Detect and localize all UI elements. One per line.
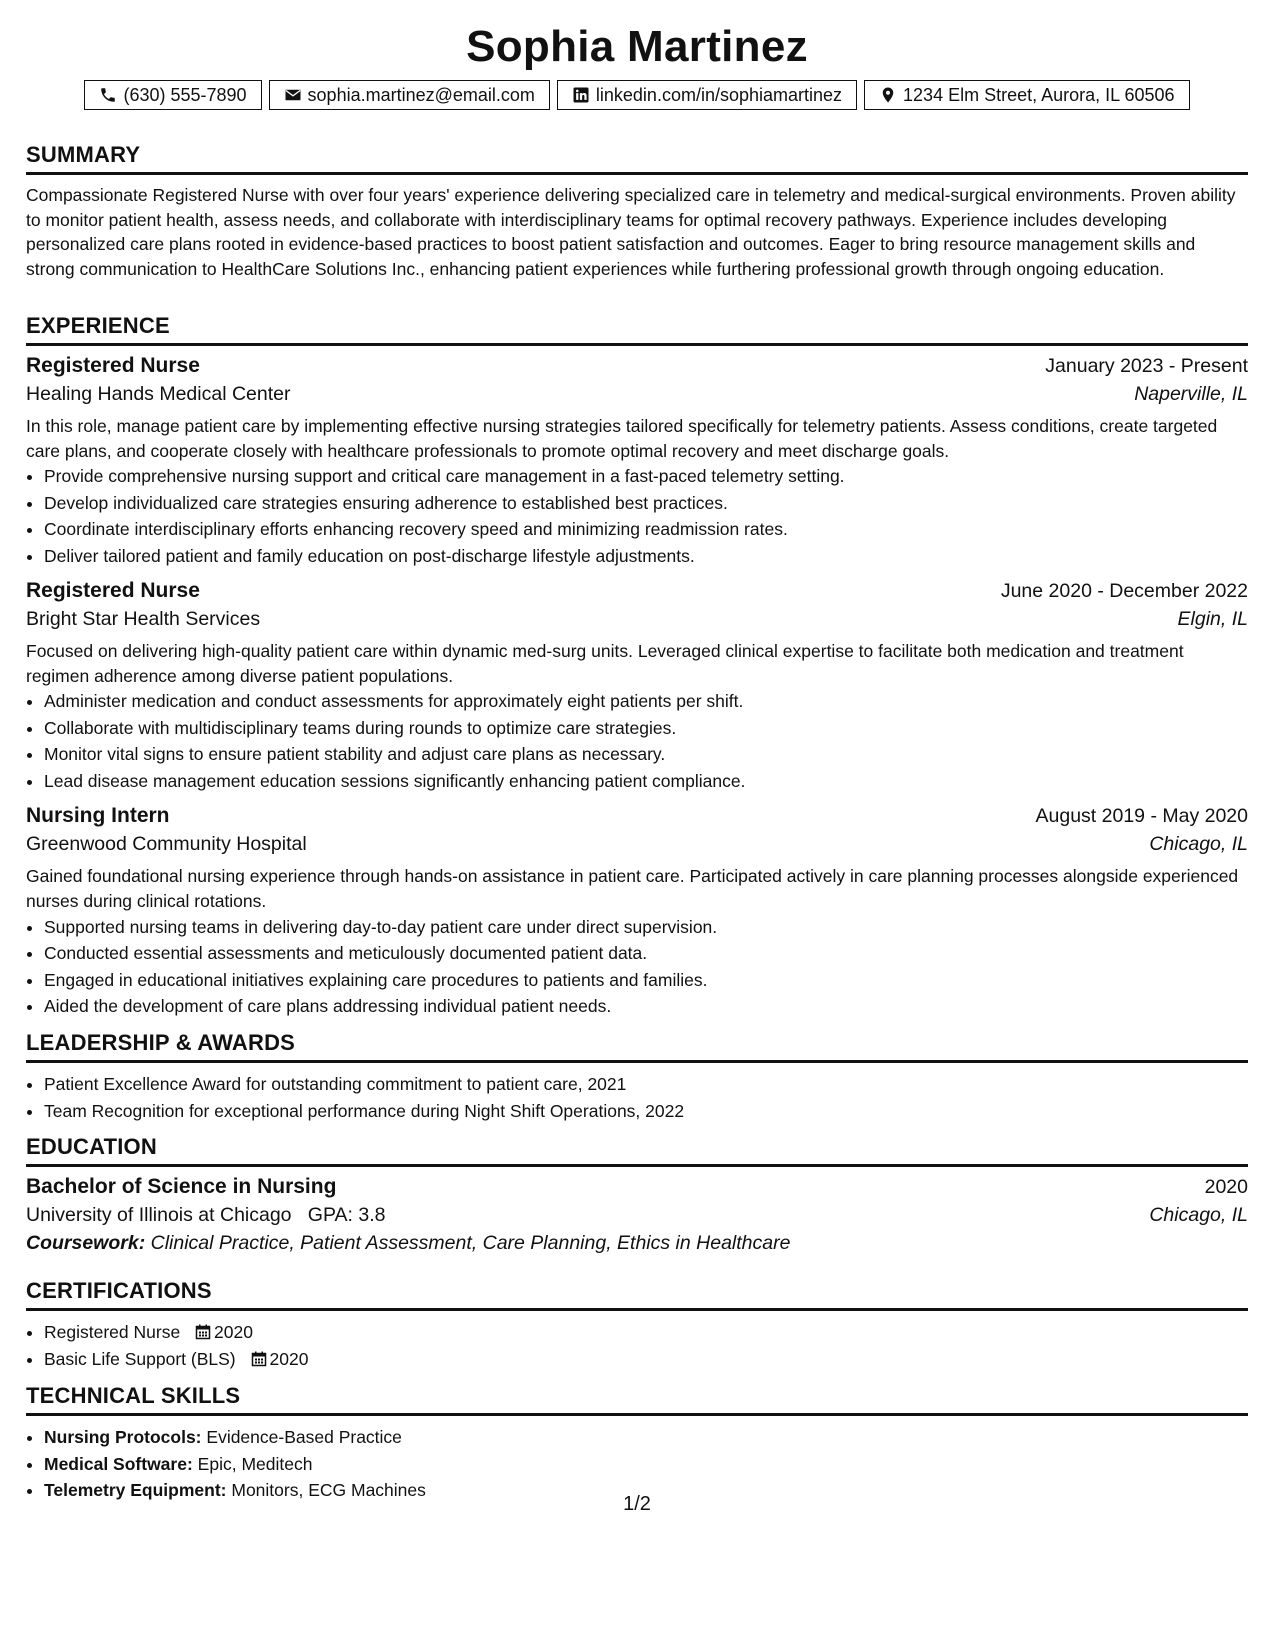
linkedin-text: linkedin.com/in/sophiamartinez <box>595 84 843 105</box>
job-bullets <box>26 463 1248 569</box>
job-subheader <box>26 383 1248 406</box>
job-description: Gained foundational nursing experience through hands-on assistance in patient care. Participated actively in care planning processes alongside experienced nurses during clinical rotations. <box>26 866 1239 911</box>
awards-section <box>26 1030 1248 1124</box>
summary-text: Compassionate Registered Nurse with over four years' experience delivering specialized care in telemetry and medical-surgical environments. Proven ability to monitor patient health, assess needs, and collaborate with interdisciplinary teams for optimal recovery pathways. Experience includes developing personalized care plans rooted in evidence-based practices to boost patient satisfaction and outcomes. Eager to bring resource management skills and strong communication to HealthCare Solutions Inc., enhancing patient experiences while furthering professional growth through ongoing education. <box>26 185 1236 279</box>
school-line <box>26 1204 385 1227</box>
job-location: Chicago, IL <box>1149 833 1248 856</box>
phone-text: (630) 555-7890 <box>123 84 247 105</box>
list-item: • Administer medication and conduct assessments for approximately eight patients per shift. <box>44 688 1248 715</box>
phone-contact[interactable] <box>84 80 261 110</box>
graduation-year: 2020 <box>1204 1176 1248 1198</box>
list-item: • Patient Excellence Award for outstanding commitment to patient care, 2021 <box>44 1071 1248 1098</box>
list-item: • Aided the development of care plans addressing individual patient needs. <box>44 993 1248 1020</box>
list-item: • Monitor vital signs to ensure patient stability and adjust care plans as necessary. <box>44 741 1248 768</box>
job-dates: August 2019 - May 2020 <box>1035 805 1248 828</box>
list-item: • Coordinate interdisciplinary efforts enhancing recovery speed and minimizing readmission rates. <box>44 516 1248 543</box>
section-title: CERTIFICATIONS <box>26 1278 1248 1311</box>
job-entry <box>26 804 1248 1019</box>
job-company: Greenwood Community Hospital <box>26 833 307 856</box>
gpa: GPA: 3.8 <box>307 1204 386 1226</box>
list-item: • Team Recognition for exceptional performance during Night Shift Operations, 2022 <box>44 1098 1248 1125</box>
certifications-section <box>26 1278 1248 1372</box>
skill-value: Evidence-Based Practice <box>206 1427 402 1447</box>
skill-label: Nursing Protocols: <box>44 1427 202 1447</box>
calendar-icon <box>195 1324 211 1340</box>
education-subheader <box>26 1204 1248 1227</box>
list-item: • Provide comprehensive nursing support and critical care management in a fast-paced telemetry setting. <box>44 463 1248 490</box>
map-pin-icon <box>879 86 897 104</box>
email-text: sophia.martinez@email.com <box>307 84 535 105</box>
page-number: 1/2 <box>623 1493 651 1515</box>
job-subheader <box>26 608 1248 631</box>
cert-year: 2020 <box>269 1348 309 1369</box>
list-item <box>44 1424 1248 1451</box>
contact-bar <box>26 80 1248 110</box>
job-title: Registered Nurse <box>26 354 200 377</box>
job-location: Naperville, IL <box>1134 383 1248 405</box>
job-title: Registered Nurse <box>26 579 200 603</box>
job-company: Bright Star Health Services <box>26 608 261 631</box>
job-dates: June 2020 - December 2022 <box>1000 580 1248 603</box>
job-dates: January 2023 - Present <box>1045 355 1248 377</box>
linkedin-icon <box>572 86 590 104</box>
list-item <box>44 1346 1248 1373</box>
section-title: LEADERSHIP & AWARDS <box>26 1030 1248 1063</box>
summary-section <box>26 142 1248 281</box>
list-item <box>44 1451 1248 1478</box>
coursework-label: Coursework: <box>26 1232 146 1254</box>
linkedin-contact[interactable] <box>557 80 857 110</box>
experience-section <box>26 313 1248 1020</box>
skill-label: Telemetry Equipment: <box>44 1480 227 1500</box>
education-header <box>26 1175 1248 1199</box>
coursework-text: Clinical Practice, Patient Assessment, Care Planning, Ethics in Healthcare <box>150 1232 791 1254</box>
skills-section <box>26 1383 1248 1504</box>
job-header <box>26 804 1248 828</box>
cert-name: Basic Life Support (BLS) <box>44 1348 236 1369</box>
job-description: Focused on delivering high-quality patient care within dynamic med-surg units. Leveraged clinical expertise to facilitate both medication and treatment regimen adherence among diverse patient populations. <box>26 641 1184 686</box>
phone-icon <box>99 86 117 104</box>
job-header <box>26 579 1248 603</box>
email-contact[interactable] <box>269 80 550 110</box>
list-item: • Develop individualized care strategies ensuring adherence to established best practices. <box>44 490 1248 517</box>
address-text: 1234 Elm Street, Aurora, IL 60506 <box>903 84 1175 105</box>
section-title: SUMMARY <box>26 142 1248 175</box>
coursework-line <box>26 1232 1248 1255</box>
job-bullets <box>26 914 1248 1020</box>
list-item: • Supported nursing teams in delivering day-to-day patient care under direct supervision. <box>44 914 1248 941</box>
list-item <box>44 1319 1248 1346</box>
awards-list <box>26 1071 1248 1124</box>
address-contact[interactable] <box>864 80 1190 110</box>
skills-list <box>26 1424 1248 1504</box>
list-item: • Lead disease management education sessions significantly enhancing patient compliance. <box>44 768 1248 795</box>
school-location: Chicago, IL <box>1149 1204 1248 1226</box>
skill-value: Epic, Meditech <box>197 1453 313 1474</box>
section-title: EDUCATION <box>26 1134 1248 1167</box>
cert-name: Registered Nurse <box>44 1322 181 1342</box>
candidate-name: Sophia Martinez <box>466 22 808 71</box>
cert-year: 2020 <box>214 1322 253 1342</box>
job-entry <box>26 579 1248 794</box>
list-item: • Conducted essential assessments and meticulously documented patient data. <box>44 940 1248 967</box>
job-company: Healing Hands Medical Center <box>26 383 291 405</box>
list-item: • Deliver tailored patient and family education on post-discharge lifestyle adjustments. <box>44 543 1248 570</box>
job-subheader <box>26 833 1248 856</box>
job-entry <box>26 354 1248 569</box>
skill-value: Monitors, ECG Machines <box>231 1480 426 1500</box>
list-item: • Collaborate with multidisciplinary teams during rounds to optimize care strategies. <box>44 715 1248 742</box>
job-header <box>26 354 1248 378</box>
list-item: • Engaged in educational initiatives explaining care procedures to patients and families. <box>44 967 1248 994</box>
education-section <box>26 1134 1248 1255</box>
job-bullets <box>26 688 1248 794</box>
degree-name: Bachelor of Science in Nursing <box>26 1175 337 1198</box>
section-title: TECHNICAL SKILLS <box>26 1383 1248 1416</box>
job-title: Nursing Intern <box>26 804 170 828</box>
job-description: In this role, manage patient care by implementing effective nursing strategies tailored specifically for telemetry patients. Assess conditions, create targeted care plans, and cooperate closely with healthcare professionals to promote optimal recovery and meet discharge goals. <box>26 416 1218 461</box>
calendar-icon <box>251 1351 267 1367</box>
section-title: EXPERIENCE <box>26 313 1248 346</box>
job-location: Elgin, IL <box>1177 608 1248 631</box>
certifications-list <box>26 1319 1248 1372</box>
skill-label: Medical Software: <box>44 1453 193 1474</box>
envelope-icon <box>284 86 302 104</box>
school-name: University of Illinois at Chicago <box>26 1204 292 1226</box>
